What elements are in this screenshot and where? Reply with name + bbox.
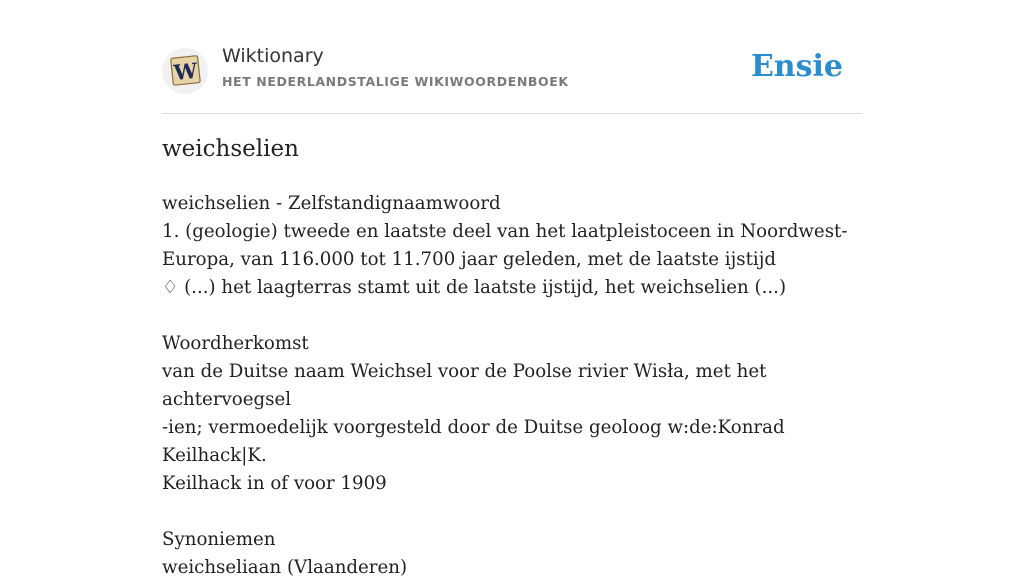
synonyms-heading: Synoniemen <box>162 529 276 550</box>
site-header <box>162 0 862 114</box>
etymology-line: van de Duitse naam Weichsel voor de Poolse rivier Wisła, met het achtervoegsel <box>162 361 773 410</box>
definition-line: 1. (geologie) tweede en laatste deel van het laatpleistoceen in Noordwest- <box>162 221 848 242</box>
page-title: weichselien <box>162 136 299 162</box>
wiktionary-logo-icon[interactable] <box>162 48 208 94</box>
spacer <box>162 302 862 330</box>
etymology-heading: Woordherkomst <box>162 333 309 354</box>
svg-text:W: W <box>172 57 199 86</box>
etymology-line: Keilhack in of voor 1909 <box>162 473 387 494</box>
synonym-item: weichseliaan (Vlaanderen) <box>162 557 408 578</box>
entry-content <box>162 190 862 582</box>
site-tagline: HET NEDERLANDSTALIGE WIKIWOORDENBOEK <box>222 74 569 89</box>
page-container <box>162 0 862 578</box>
ensie-brand-link[interactable]: Ensie <box>750 49 843 84</box>
site-name[interactable]: Wiktionary <box>222 45 324 67</box>
spacer <box>162 498 862 526</box>
definition-line: Europa, van 116.000 tot 11.700 jaar geleden, met de laatste ijstijd <box>162 249 777 270</box>
example-sentence: ♢ (...) het laagterras stamt uit de laatste ijstijd, het weichselien (...) <box>162 277 787 298</box>
entry-heading-line: weichselien - Zelfstandignaamwoord <box>162 193 501 214</box>
etymology-line: -ien; vermoedelijk voorgesteld door de Duitse geoloog w:de:Konrad Keilhack|K. <box>162 417 791 466</box>
